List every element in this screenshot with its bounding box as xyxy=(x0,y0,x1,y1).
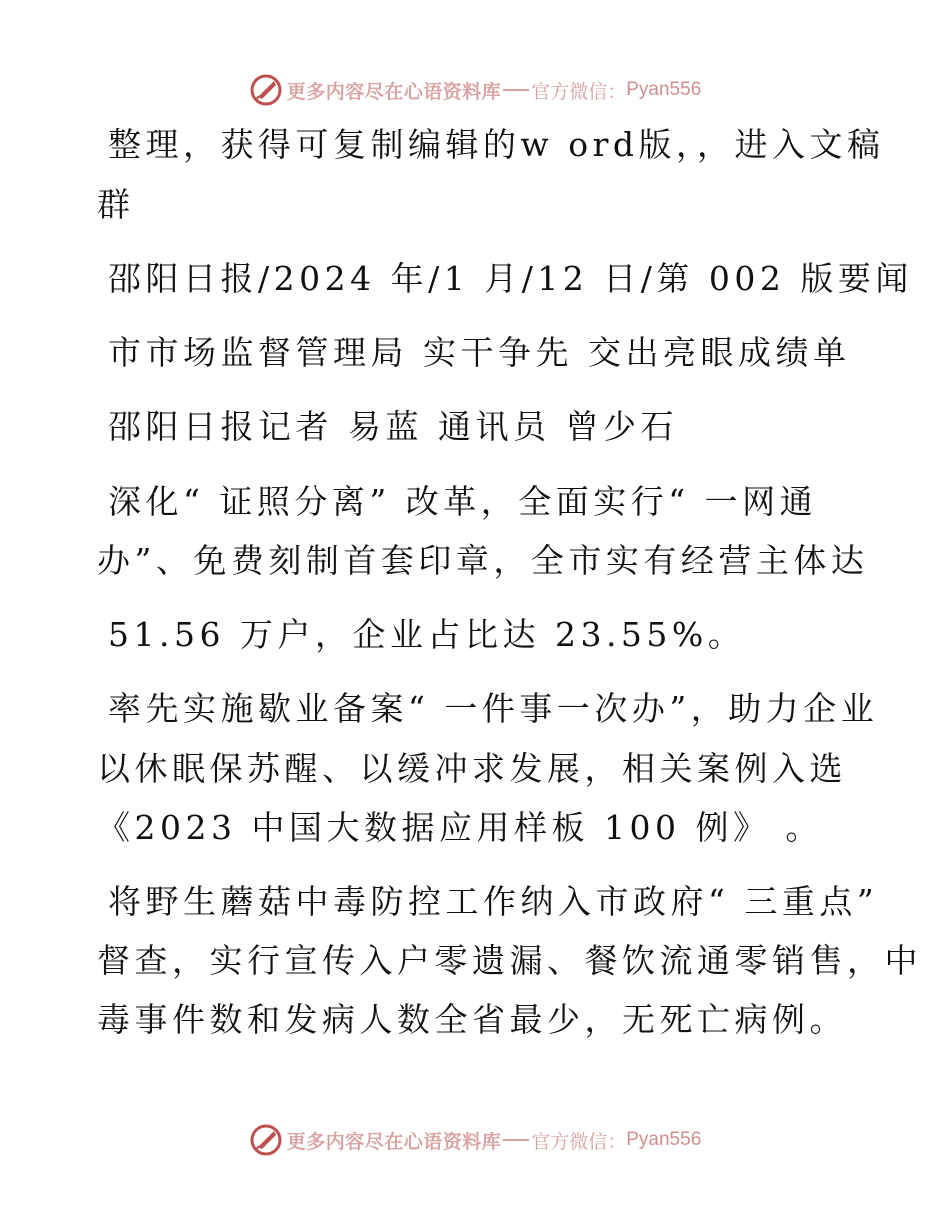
body-line-7: 办”、免费刻制首套印章，全市实有经营主体达 xyxy=(97,541,869,580)
body-line-1: 整理，获得可复制编辑的w ord版，，进入文稿 xyxy=(108,125,885,164)
article-headline: 市市场监督管理局 实干争先 交出亮眼成绩单 xyxy=(108,333,851,372)
footer-watermark-banner xyxy=(0,1120,950,1160)
header-wechat-id: Pyan556 xyxy=(626,79,702,100)
header-site-text: 更多内容尽在心语资料库 xyxy=(286,80,502,103)
header-wechat-label: 官方微信： xyxy=(531,80,627,103)
body-line-9: 率先实施歇业备案“ 一件事一次办”，助力企业 xyxy=(108,689,879,728)
body-line-8: 51.56 万户，企业占比达 23.55%。 xyxy=(108,615,746,654)
footer-wechat-id: Pyan556 xyxy=(626,1129,702,1150)
body-line-11: 《2023 中国大数据应用样板 100 例》 。 xyxy=(97,808,823,847)
footer-site-text: 更多内容尽在心语资料库 xyxy=(286,1130,502,1153)
body-line-2: 群 xyxy=(97,185,135,224)
body-line-12: 将野生蘑菇中毒防控工作纳入市政府“ 三重点” xyxy=(108,882,879,921)
quill-seal-icon xyxy=(249,1123,283,1157)
dateline: 邵阳日报/2024 年/1 月/12 日/第 002 版要闻 xyxy=(108,259,913,298)
footer-wechat-label: 官方微信： xyxy=(531,1130,627,1153)
body-line-13: 督查，实行宣传入户零遗漏、餐饮流通零销售，中 xyxy=(97,941,922,980)
byline: 邵阳日报记者 易蓝 通讯员 曾少石 xyxy=(108,407,678,446)
footer-separator xyxy=(503,1139,529,1141)
body-line-14: 毒事件数和发病人数全省最少，无死亡病例。 xyxy=(97,1000,847,1039)
body-line-10: 以休眠保苏醒、以缓冲求发展，相关案例入选 xyxy=(97,749,847,788)
body-line-6: 深化“ 证照分离” 改革，全面实行“ 一网通 xyxy=(108,482,818,521)
